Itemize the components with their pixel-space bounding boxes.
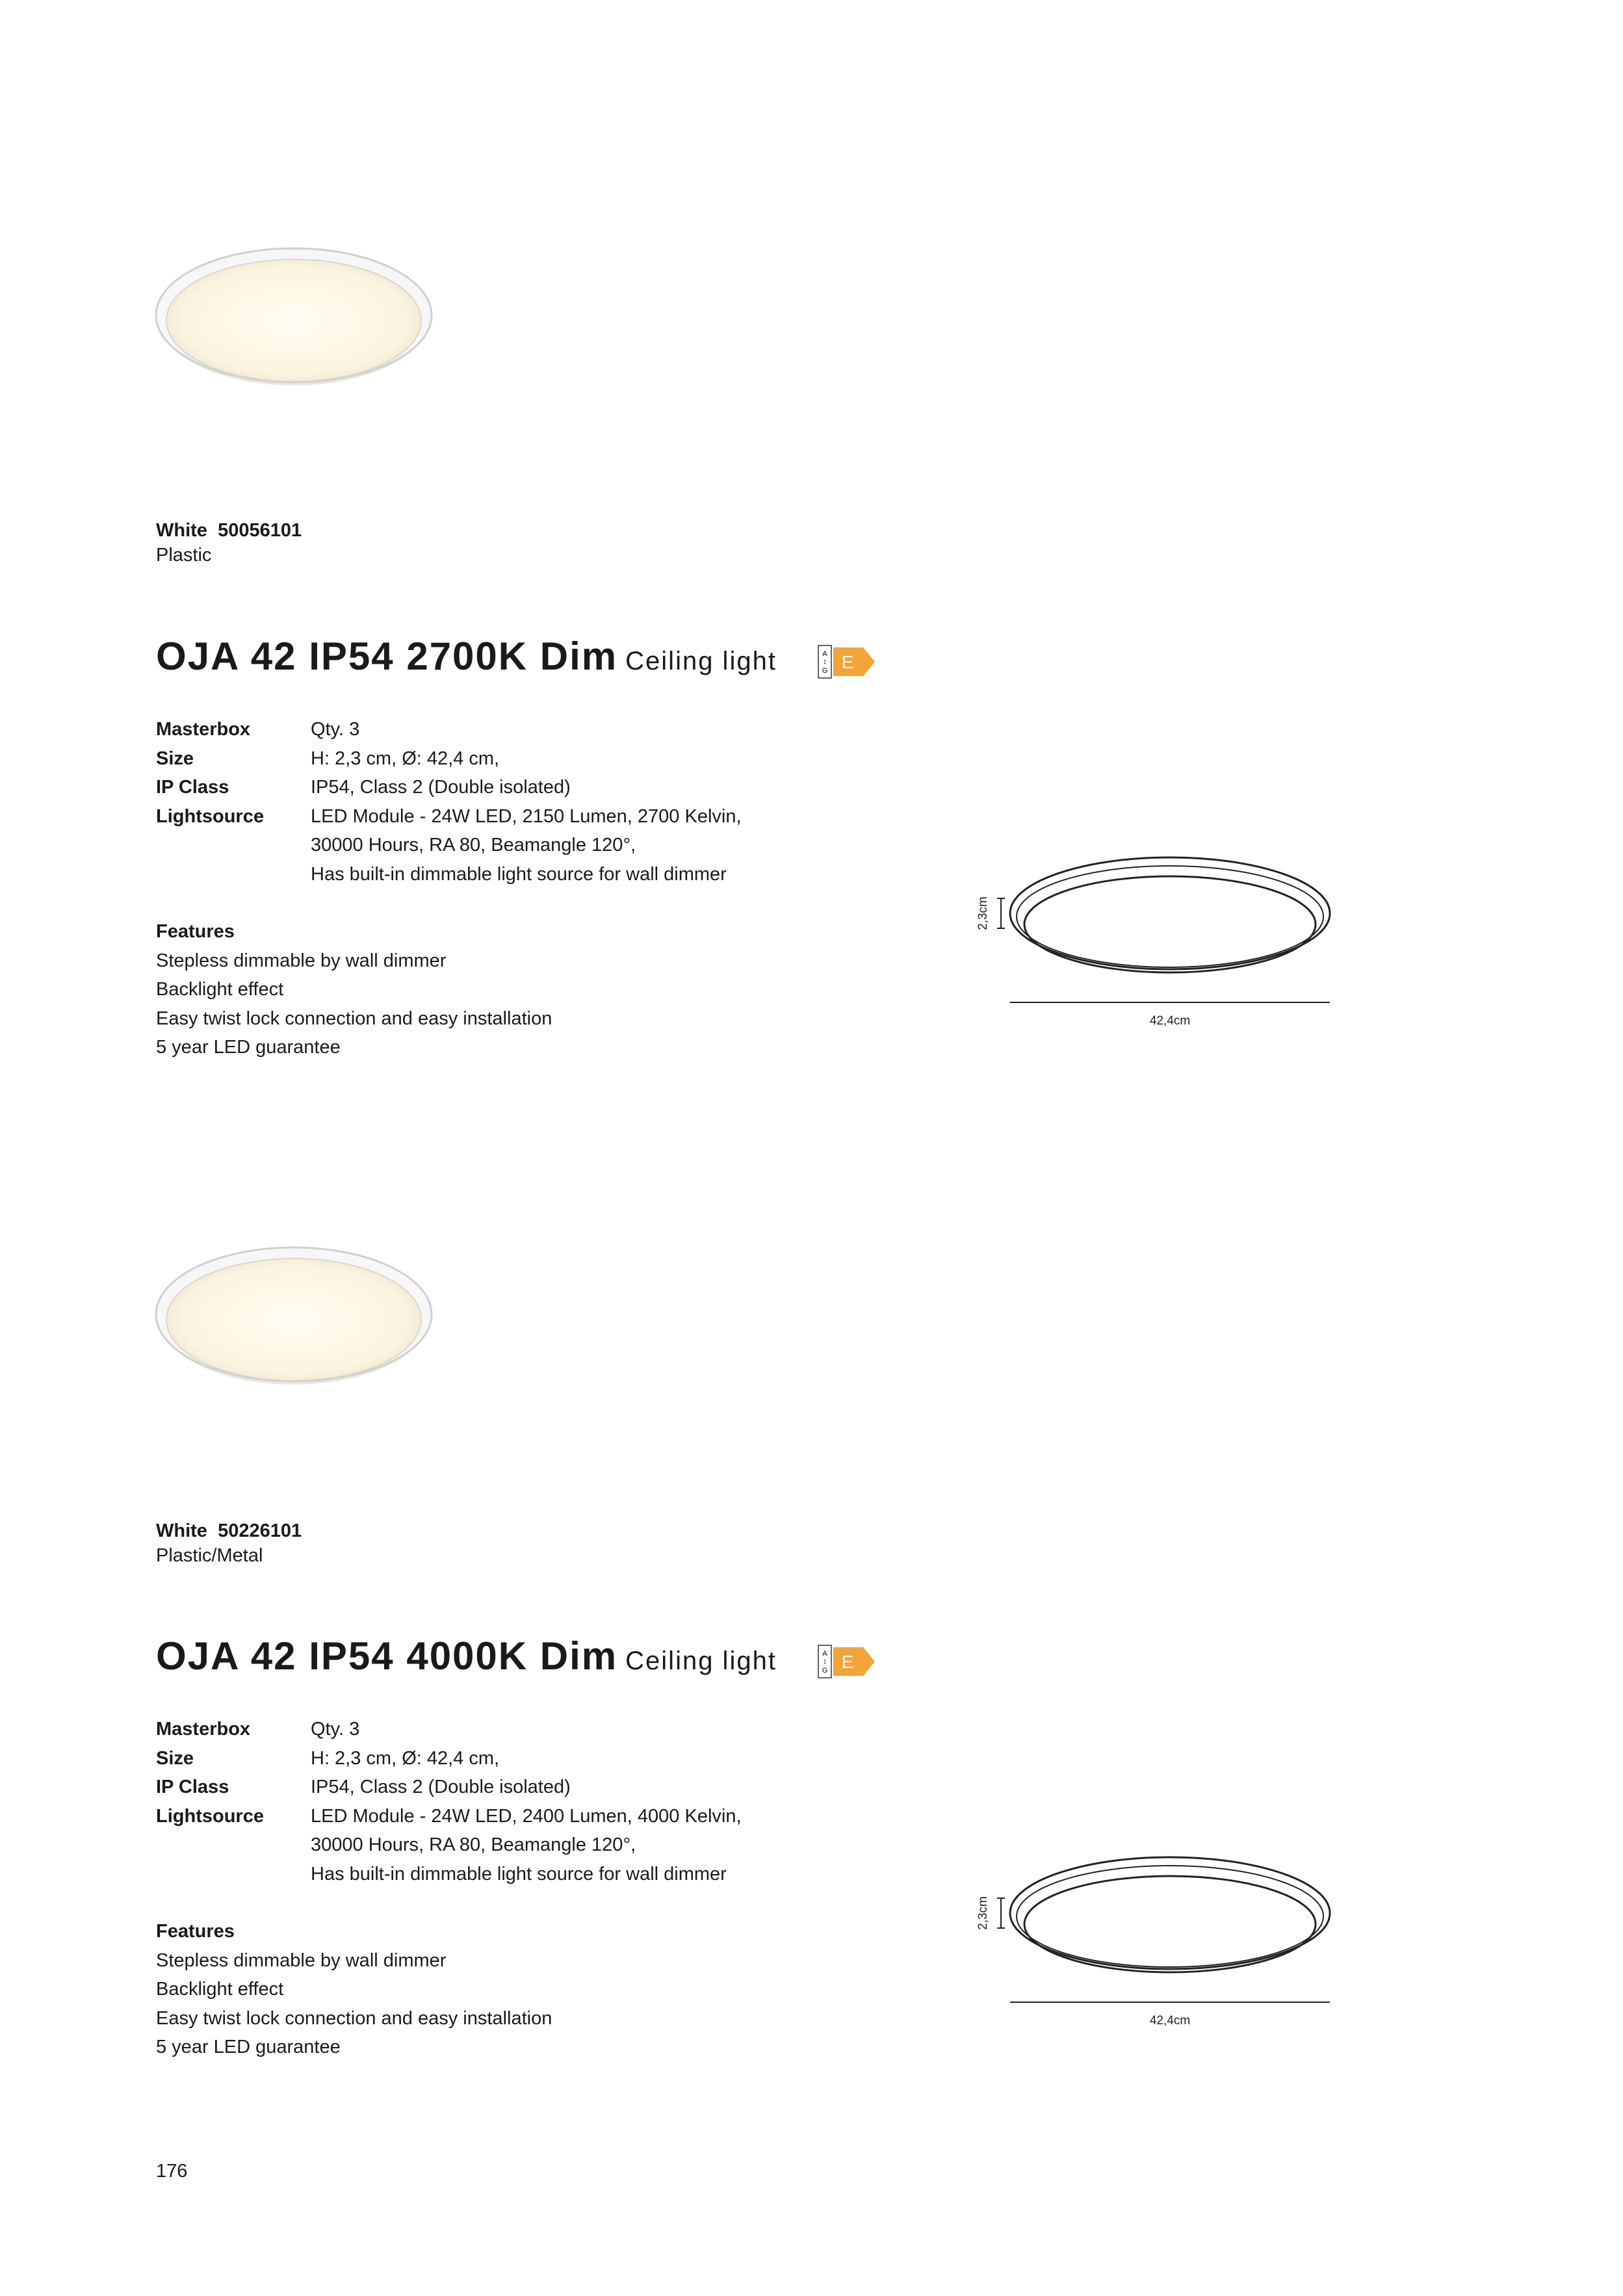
spec-value: IP54, Class 2 (Double isolated) (311, 1777, 571, 1797)
features-heading: Features (156, 1921, 235, 1942)
spec-row (156, 1744, 742, 1773)
spec-row (156, 802, 742, 889)
variant-color: White (156, 520, 207, 541)
ceiling-light-image (151, 211, 437, 406)
spec-label: IP Class (156, 777, 229, 798)
feature-item: Easy twist lock connection and easy installation (156, 1008, 552, 1029)
feature-item: Backlight effect (156, 1979, 284, 2000)
variant-material: Plastic (156, 545, 212, 566)
dimension-drawing (968, 839, 1332, 1053)
spec-label: IP Class (156, 1777, 229, 1797)
feature-item: 5 year LED guarantee (156, 1037, 341, 1058)
product-title (156, 634, 777, 684)
product-name: OJA 42 IP54 2700K Dim (156, 634, 618, 678)
energy-scale-top: A (822, 1650, 827, 1658)
spec-row (156, 1802, 742, 1889)
svg-text:↕: ↕ (823, 1658, 827, 1665)
height-dimension-label: 2,3cm (976, 896, 990, 930)
product-title (156, 1634, 777, 1684)
spec-label: Lightsource (156, 805, 264, 827)
dimension-drawing (968, 1838, 1332, 2053)
spec-row (156, 1715, 742, 1744)
variant-code: 50056101 (218, 520, 302, 541)
product-photo (151, 1210, 437, 1405)
page-number: 176 (156, 2161, 188, 2182)
spec-value: H: 2,3 cm, Ø: 42,4 cm, (311, 748, 500, 769)
spec-value: Qty. 3 (311, 1719, 360, 1740)
spec-value: IP54, Class 2 (Double isolated) (311, 777, 571, 798)
spec-label: Lightsource (156, 1805, 264, 1827)
product-type: Ceiling light (625, 1647, 777, 1675)
width-dimension-label: 42,4cm (1149, 1014, 1191, 1028)
spec-value: LED Module - 24W LED, 2400 Lumen, 4000 Kelvin, 30000 Hours, RA 80, Beamangle 120°, Has built-in dimmable light source for wall dimmer (311, 1805, 742, 1885)
spec-value: Qty. 3 (311, 719, 360, 740)
energy-scale-top: A (822, 650, 827, 658)
feature-item: 5 year LED guarantee (156, 2037, 341, 2057)
spec-table (156, 1715, 742, 1888)
energy-scale-bottom: G (822, 667, 828, 675)
spec-row (156, 744, 742, 774)
spec-label: Size (156, 1747, 194, 1769)
spec-row (156, 773, 742, 802)
feature-item: Backlight effect (156, 979, 284, 1000)
spec-label: Masterbox (156, 719, 251, 740)
features-heading: Features (156, 921, 235, 942)
feature-item: Stepless dimmable by wall dimmer (156, 1950, 447, 1971)
energy-label (818, 645, 876, 679)
variant-color: White (156, 1520, 207, 1541)
energy-label (818, 1645, 876, 1678)
spec-table (156, 715, 742, 889)
width-dimension-label: 42,4cm (1149, 2014, 1191, 2028)
energy-class: E (841, 1652, 854, 1672)
product-type: Ceiling light (625, 647, 777, 675)
variant-info (156, 1519, 302, 1568)
spec-value: H: 2,3 cm, Ø: 42,4 cm, (311, 1747, 500, 1769)
height-dimension-label: 2,3cm (976, 1896, 990, 1930)
svg-text:↕: ↕ (823, 658, 827, 666)
product-photo (151, 211, 437, 406)
ceiling-light-image (151, 1210, 437, 1405)
features-list (156, 917, 552, 1062)
variant-material: Plastic/Metal (156, 1545, 263, 1566)
feature-item: Easy twist lock connection and easy installation (156, 2007, 552, 2029)
spec-row (156, 715, 742, 744)
variant-info (156, 518, 302, 567)
energy-scale-bottom: G (822, 1667, 828, 1675)
feature-item: Stepless dimmable by wall dimmer (156, 950, 447, 971)
energy-class: E (841, 652, 854, 672)
spec-value: LED Module - 24W LED, 2150 Lumen, 2700 Kelvin, 30000 Hours, RA 80, Beamangle 120°, Has built-in dimmable light source for wall dimmer (311, 805, 742, 885)
product-name: OJA 42 IP54 4000K Dim (156, 1634, 618, 1678)
variant-code: 50226101 (218, 1520, 302, 1541)
spec-label: Size (156, 748, 194, 769)
spec-label: Masterbox (156, 1719, 251, 1740)
features-list (156, 1917, 552, 2062)
spec-row (156, 1773, 742, 1802)
